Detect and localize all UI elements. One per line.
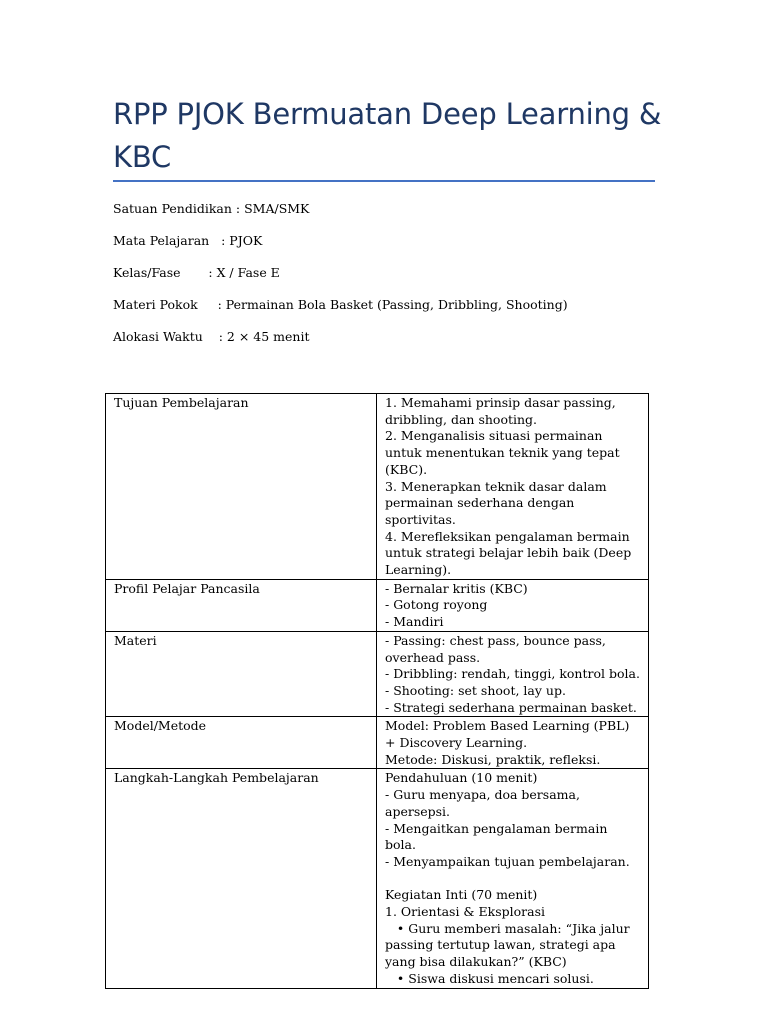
row-label: Model/Metode	[106, 717, 377, 769]
row-label: Tujuan Pembelajaran	[106, 394, 377, 580]
table-row-model-metode	[106, 717, 649, 769]
row-label: Langkah-Langkah Pembelajaran	[106, 769, 377, 988]
content-line: 4. Merefleksikan pengalaman bermain untuk strategi belajar lebih baik (Deep Learning).	[385, 528, 636, 578]
row-label: Materi	[106, 631, 377, 717]
row-content	[377, 631, 649, 717]
content-line: - Dribbling: rendah, tinggi, kontrol bola.	[385, 666, 640, 682]
content-line: - Strategi sederhana permainan basket.	[385, 699, 637, 715]
content-line: Pendahuluan (10 menit)	[385, 770, 538, 786]
identity-block	[113, 200, 673, 360]
row-content	[377, 579, 649, 631]
lesson-plan-table	[105, 393, 649, 989]
content-line: - Menyampaikan tujuan pembelajaran.	[385, 853, 630, 869]
meta-kelas-fase: Kelas/Fase : X / Fase E	[113, 265, 280, 280]
content-line	[385, 871, 640, 888]
content-line: - Mengaitkan pengalaman bermain bola.	[385, 820, 612, 853]
content-line: • Siswa diskusi mencari solusi.	[385, 970, 594, 986]
meta-alokasi-waktu: Alokasi Waktu : 2 × 45 menit	[113, 329, 310, 344]
table-row-tujuan-pembelajaran	[106, 394, 649, 580]
row-content	[377, 394, 649, 580]
content-line: 1. Orientasi & Eksplorasi	[385, 904, 546, 920]
row-label: Profil Pelajar Pancasila	[106, 579, 377, 631]
title-underline	[113, 180, 655, 182]
content-line: - Gotong royong	[385, 597, 488, 613]
content-line: 2. Menganalisis situasi permainan untuk menentukan teknik yang tepat (KBC).	[385, 428, 624, 477]
row-content	[377, 717, 649, 769]
lesson-plan-table-body	[106, 394, 649, 989]
meta-satuan-pendidikan: Satuan Pendidikan : SMA/SMK	[113, 201, 310, 216]
content-line: Model: Problem Based Learning (PBL) + Discovery Learning.	[385, 718, 634, 751]
content-line: - Passing: chest pass, bounce pass, overhead pass.	[385, 632, 610, 665]
table-row-profil-pelajar-pancasila	[106, 579, 649, 631]
content-line: - Mandiri	[385, 614, 444, 630]
content-line: 3. Menerapkan teknik dasar dalam permainan sederhana dengan sportivitas.	[385, 478, 611, 527]
meta-materi-pokok: Materi Pokok : Permainan Bola Basket (Passing, Dribbling, Shooting)	[113, 297, 568, 312]
content-line: - Bernalar kritis (KBC)	[385, 580, 528, 596]
table-row-langkah-langkah-pembelajaran	[106, 769, 649, 988]
content-line: Metode: Diskusi, praktik, refleksi.	[385, 751, 601, 767]
table-row-materi	[106, 631, 649, 717]
content-line: • Guru memberi masalah: “Jika jalur passing tertutup lawan, strategi apa yang bisa dilakukan?” (KBC)	[385, 920, 634, 970]
meta-mata-pelajaran: Mata Pelajaran : PJOK	[113, 233, 263, 248]
content-line: 1. Memahami prinsip dasar passing, dribbling, dan shooting.	[385, 395, 620, 427]
document-title: RPP PJOK Bermuatan Deep Learning & KBC	[113, 97, 662, 174]
content-line: - Shooting: set shoot, lay up.	[385, 682, 566, 698]
content-line: - Guru menyapa, doa bersama, apersepsi.	[385, 787, 584, 819]
row-content	[377, 769, 649, 988]
content-line: Kegiatan Inti (70 menit)	[385, 887, 538, 903]
